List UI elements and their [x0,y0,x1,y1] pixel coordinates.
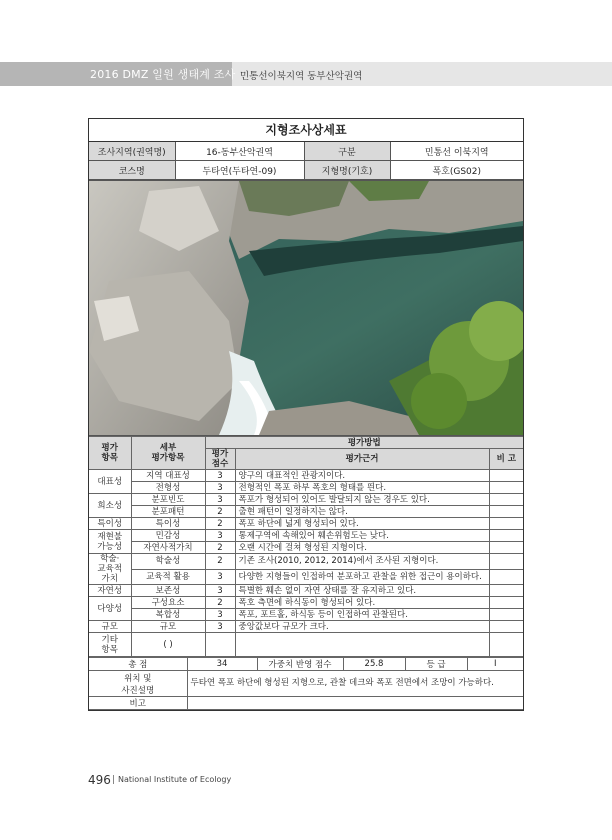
footer-divider [113,775,114,784]
basis-cell: 특별한 훼손 없이 자연 상태를 잘 유지하고 있다. [235,585,489,597]
detail-cell: 보존성 [131,585,205,597]
remark-value [187,697,523,710]
waterfall-photo-image [89,181,523,435]
survey-area-label: 조사지역(권역명) [89,142,175,161]
eval-method-header: 평가방법 [205,437,523,449]
page-number: 496 [88,773,111,787]
detail-cell: 특이성 [131,518,205,530]
basis-cell: 폭호 측면에 하식동이 형성되어 있다. [235,597,489,609]
basis-cell: 폭포, 포트홀, 하식동 등이 인접하여 관찰된다. [235,609,489,621]
sheet-title: 지형조사상세표 [89,119,523,142]
group-label-line: 학술· [100,554,120,564]
landform-label: 지형명(기호) [304,161,390,180]
detail-cell: 규모 [131,621,205,633]
group-rarity: 희소성 [89,494,131,518]
note-cell [489,530,523,542]
report-title: 2016 DMZ 일원 생태계 조사 [90,68,236,81]
location-label [89,671,187,697]
detail-cell: 민감성 [131,530,205,542]
note-cell [489,470,523,482]
group-label-line: 재현불 [97,531,123,542]
division-value: 민통선 이북지역 [390,142,523,161]
score-cell: 3 [205,585,235,597]
detail-cell: 지역 대표성 [131,470,205,482]
note-cell [489,494,523,506]
basis-cell: 양구의 대표적인 관광지이다. [235,470,489,482]
course-value: 두타연(두타연-09) [175,161,304,180]
total-label: 총 점 [89,658,187,671]
group-label-line: 가치 [101,574,118,584]
detail-cell: 학술성 [131,554,205,570]
basis-cell: 기존 조사(2010, 2012, 2014)에서 조사된 지형이다. [235,554,489,570]
group-other [89,633,131,657]
score-cell: 2 [205,597,235,609]
basis-cell: 폭포 하단에 넓게 형성되어 있다. [235,518,489,530]
note-cell [489,569,523,585]
weighted-label: 가중치 반영 점수 [257,658,343,671]
evaluation-table [89,436,523,657]
note-cell [489,506,523,518]
score-cell: 3 [205,609,235,621]
total-value: 34 [187,658,257,671]
section-subtitle: 민통선이북지역 동부산악권역 [240,71,363,82]
basis-cell: 출현 패턴이 일정하지는 않다. [235,506,489,518]
basis-cell: 전형적인 폭포 하부 폭호의 형태를 띈다. [235,482,489,494]
group-label-line: 교육적 [97,564,123,574]
score-cell: 3 [205,482,235,494]
grade-value: I [467,658,523,671]
note-cell [489,518,523,530]
note-cell [489,621,523,633]
basis-cell [235,633,489,657]
detail-cell: 분포빈도 [131,494,205,506]
score-cell: 2 [205,518,235,530]
group-irreproducibility [89,530,131,554]
score-cell: 3 [205,494,235,506]
group-label-line: 기타 [101,634,118,645]
basis-cell: 다양한 지형들이 인접하여 분포하고 관찰을 위한 접근이 용이하다. [235,569,489,585]
eval-basis-header: 평가근거 [235,449,489,470]
note-cell [489,542,523,554]
note-cell [489,609,523,621]
basis-cell: 중앙값보다 규모가 크다. [235,621,489,633]
group-specialty: 특이성 [89,518,131,530]
basis-cell: 오랜 시간에 걸쳐 형성된 지형이다. [235,542,489,554]
score-cell: 2 [205,554,235,570]
detail-cell: 전형성 [131,482,205,494]
detail-cell: 구성요소 [131,597,205,609]
group-scale: 규모 [89,621,131,633]
score-cell: 3 [205,470,235,482]
detail-cell: 자연사적가치 [131,542,205,554]
score-cell: 3 [205,621,235,633]
weighted-value: 25.8 [343,658,405,671]
score-cell: 2 [205,542,235,554]
basis-cell: 폭포가 형성되어 있어도 발달되지 않는 경우도 있다. [235,494,489,506]
group-naturalness: 자연성 [89,585,131,597]
waterfall-photo [89,180,523,436]
survey-area-value: 16-동부산악권역 [175,142,304,161]
basis-cell: 통제구역에 속해있어 훼손위험도는 낮다. [235,530,489,542]
detail-cell: 복합성 [131,609,205,621]
note-cell [489,633,523,657]
survey-detail-sheet [88,118,524,711]
detail-cell: ( ) [131,633,205,657]
eval-note-header: 비 고 [489,449,523,470]
grade-label: 등 급 [405,658,467,671]
division-label: 구분 [304,142,390,161]
score-cell: 3 [205,569,235,585]
summary-table [89,657,523,710]
eval-score-header: 평가 점수 [205,449,235,470]
score-cell [205,633,235,657]
group-label-line: 항목 [101,644,118,655]
group-label-line: 가능성 [97,541,123,552]
note-cell [489,554,523,570]
score-cell: 3 [205,530,235,542]
location-text: 두타연 폭포 하단에 형성된 지형으로, 관찰 데크와 폭포 전면에서 조망이 가능하다. [187,671,523,697]
group-diversity: 다양성 [89,597,131,621]
eval-detail-header: 세부 평가항목 [131,437,205,470]
landform-value: 폭호(GS02) [390,161,523,180]
detail-cell: 교육적 활용 [131,569,205,585]
note-cell [489,482,523,494]
info-table [89,142,523,180]
group-academic-value [89,554,131,585]
group-representativeness: 대표성 [89,470,131,494]
eval-item-header: 평가 항목 [89,437,131,470]
course-label: 코스명 [89,161,175,180]
note-cell [489,597,523,609]
location-label-line: 위치 및 [124,673,152,684]
note-cell [489,585,523,597]
remark-label: 비고 [89,697,187,710]
institute-name: National Institute of Ecology [118,775,232,784]
score-cell: 2 [205,506,235,518]
location-label-line: 사진설명 [121,685,155,696]
detail-cell: 분포패턴 [131,506,205,518]
